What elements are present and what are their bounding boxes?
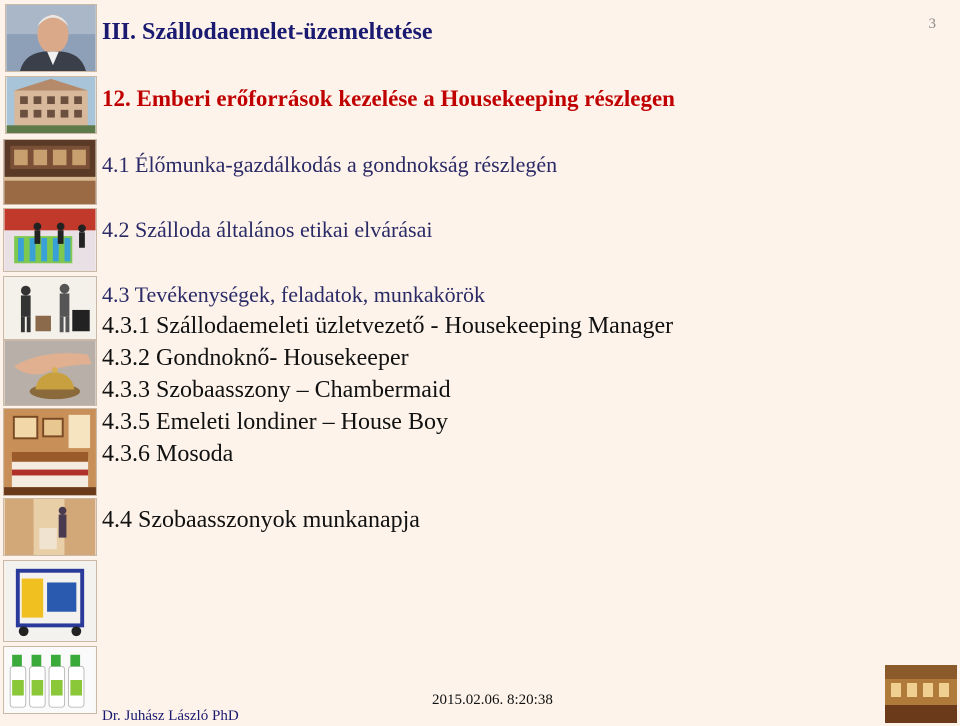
slide-subtitle: 12. Emberi erőforrások kezelése a Housekeeping részlegen xyxy=(102,86,675,111)
outline-item-4-1: 4.1 Élőmunka-gazdálkodás a gondnokság részlegén xyxy=(102,152,558,177)
outline-item-4-3: 4.3 Tevékenységek, feladatok, munkakörök xyxy=(102,282,485,307)
footer-date: 2015.02.06. 8:20:38 xyxy=(432,692,553,708)
outline-subitem-4-3-2: 4.3.2 Gondnoknő- Housekeeper xyxy=(102,345,409,371)
housekeeping-staff-photo xyxy=(3,276,97,340)
hand-service-bell-photo xyxy=(3,340,97,406)
outline-subitem-4-3-3: 4.3.3 Szobaasszony – Chambermaid xyxy=(102,377,451,403)
footer-author: Dr. Juhász László PhD xyxy=(102,708,239,724)
outline-subitem-4-3-5: 4.3.5 Emeleti londiner – House Boy xyxy=(102,409,448,435)
cleaning-products-photo xyxy=(3,646,97,714)
outline-item-4-2: 4.2 Szálloda általános etikai elvárásai xyxy=(102,217,433,242)
portrait-photo xyxy=(5,4,97,72)
slide-title: III. Szállodaemelet-üzemeltetése xyxy=(102,19,433,45)
outline-subitem-4-3-6: 4.3.6 Mosoda xyxy=(102,441,234,467)
corner-hotel-photo xyxy=(885,665,957,723)
outline-subitem-4-3-1: 4.3.1 Szállodaemeleti üzletvezető - Housekeeping Manager xyxy=(102,313,674,339)
cleaning-cart-photo xyxy=(3,560,97,642)
housekeeping-corridor-photo xyxy=(3,498,97,556)
hotel-building-photo xyxy=(5,76,97,134)
page-number: 3 xyxy=(928,16,936,32)
lobby-photo xyxy=(3,208,97,272)
reception-desk-photo xyxy=(3,139,97,205)
outline-item-4-4: 4.4 Szobaasszonyok munkanapja xyxy=(102,507,420,533)
sidebar-photo-strip xyxy=(0,0,100,726)
hotel-room-photo xyxy=(3,408,97,496)
